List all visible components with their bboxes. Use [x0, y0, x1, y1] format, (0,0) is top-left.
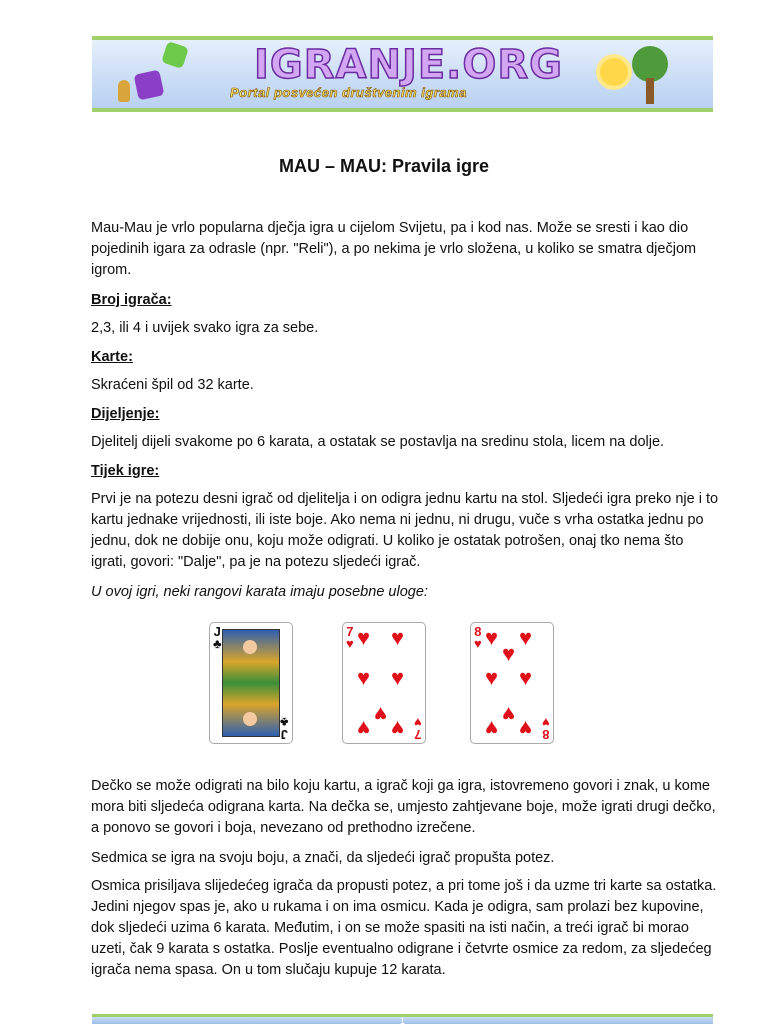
heart-pip: ♥: [374, 702, 388, 727]
flow-text: Prvi je na potezu desni igrač od djelitelja i on odigra jednu kartu na stol. Sljedeći igra preko nje i to kartu jednake vrijednosti, ili iste boje. Ako nema ni jednu, ni drugu, vuče s vrha ostatka jednu po jednu, dok ne dobije onu, koju može odigrati. U koliko je ostatak potrošen, onaj tko nema što igrati, govori: "Dalje", pa je na potezu sljedeći igrač.: [91, 491, 719, 570]
eight-of-hearts-card: [470, 622, 554, 744]
heart-pip: ♥: [391, 716, 405, 741]
heart-pip: ♥: [519, 625, 533, 650]
card-rank: J: [213, 624, 221, 639]
page-footer: [92, 1014, 713, 1024]
intro-paragraph: Mau-Mau je vrlo popularna dječja igra u cijelom Svijetu, pa i kod nas. Može se sresti i kao dio pojedinih igara za odrasle (npr. "Reli"), a po nekima je vrlo složena, u koliko se smatra dječjom igrom.: [91, 220, 697, 278]
jack-rule-paragraph: Dečko se može odigrati na bilo koju kartu, a igrač koji ga igra, istovremeno govori i znak, u kome mora biti sljedeća odigrana karta. Na dečka se, umjesto zahtjevane boje, može igrati drugi dečko, a ponovo se govori i boja, nevezano od prethodno izrečene.: [91, 778, 716, 836]
green-die-icon: [161, 41, 189, 69]
card-corner-top: [213, 626, 222, 650]
card-suit: ♣: [213, 636, 222, 651]
flow-heading: Tijek igre:: [91, 463, 160, 479]
site-logo-title: IGRANJE.ORG: [254, 42, 563, 88]
pawn-icon: [118, 80, 130, 102]
card-suit: ♥: [346, 636, 354, 651]
card-corner-top: [346, 626, 354, 650]
card-corner-top: [474, 626, 482, 650]
page-title: MAU – MAU: Pravila igre: [278, 156, 490, 176]
tree-icon: [632, 46, 668, 82]
cards-text: Skraćeni špil od 32 karte.: [91, 377, 254, 393]
card-corner-bottom: [280, 716, 289, 740]
heart-pip: ♥: [357, 625, 371, 650]
card-rank: 8: [474, 624, 482, 639]
jack-of-clubs-card: [209, 622, 293, 744]
eight-rule-paragraph: Osmica prisiljava slijedećeg igrača da propusti potez, a pri tome još i da uzme tri karte sa ostatka. Jedini njegov spas je, ako u rukama i on ima osmicu. Kada je odigra, sam prolazi bez kupovine, dok sljedeći uzima 6 karata. Međutim, i on se može spasiti na isti način, a treći igrač bi morao uzeti, čak 9 karata s ostatka. Poslje eventualno odigrane i četvrte osmice za redom, za sljedećeg igrača nema spasa. On u tom slučaju kupuje 12 karata.: [91, 878, 717, 978]
card-suit: ♥: [474, 636, 482, 651]
heart-pip: ♥: [502, 641, 516, 666]
seven-of-hearts-card: [342, 622, 426, 744]
sun-icon: [600, 58, 628, 86]
tree-trunk-icon: [646, 78, 654, 104]
players-heading: Broj igrača:: [91, 292, 172, 308]
card-suit-inverted: ♣: [280, 715, 289, 730]
page-number: 1: [399, 1016, 405, 1026]
site-tagline: Portal posvećen društvenim igrama: [230, 85, 467, 100]
card-rank: 7: [346, 624, 354, 639]
heart-pip: ♥: [391, 665, 405, 690]
purple-die-icon: [134, 70, 165, 101]
heart-pip: ♥: [391, 625, 405, 650]
card-suit-inverted: ♥: [414, 715, 422, 730]
heart-pip: ♥: [519, 665, 533, 690]
card-corner-bottom: [542, 716, 550, 740]
card-corner-bottom: [414, 716, 422, 740]
cards-heading: Karte:: [91, 349, 133, 365]
heart-pip: ♥: [357, 665, 371, 690]
dealing-text: Djelitelj dijeli svakome po 6 karata, a ostatak se postavlja na sredinu stola, licem na dolje.: [91, 434, 665, 450]
heart-pip: ♥: [485, 665, 499, 690]
dealing-heading: Dijeljenje:: [91, 406, 160, 422]
site-banner: [92, 36, 713, 112]
heart-pip: ♥: [502, 702, 516, 727]
heart-pip: ♥: [357, 716, 371, 741]
heart-pip: ♥: [485, 716, 499, 741]
card-suit-inverted: ♥: [542, 715, 550, 730]
card-rank-inverted: 7: [414, 727, 422, 742]
players-text: 2,3, ili 4 i uvijek svako igra za sebe.: [91, 320, 319, 336]
jack-face-picture: [222, 629, 280, 737]
heart-pip: ♥: [519, 716, 533, 741]
seven-rule-paragraph: Sedmica se igra na svoju boju, a znači, da sljedeći igrač propušta potez.: [91, 850, 555, 866]
flow-note: U ovoj igri, neki rangovi karata imaju posebne uloge:: [91, 584, 428, 600]
card-rank-inverted: 8: [542, 727, 550, 742]
card-rank-inverted: J: [281, 727, 289, 742]
heart-pip: ♥: [485, 625, 499, 650]
